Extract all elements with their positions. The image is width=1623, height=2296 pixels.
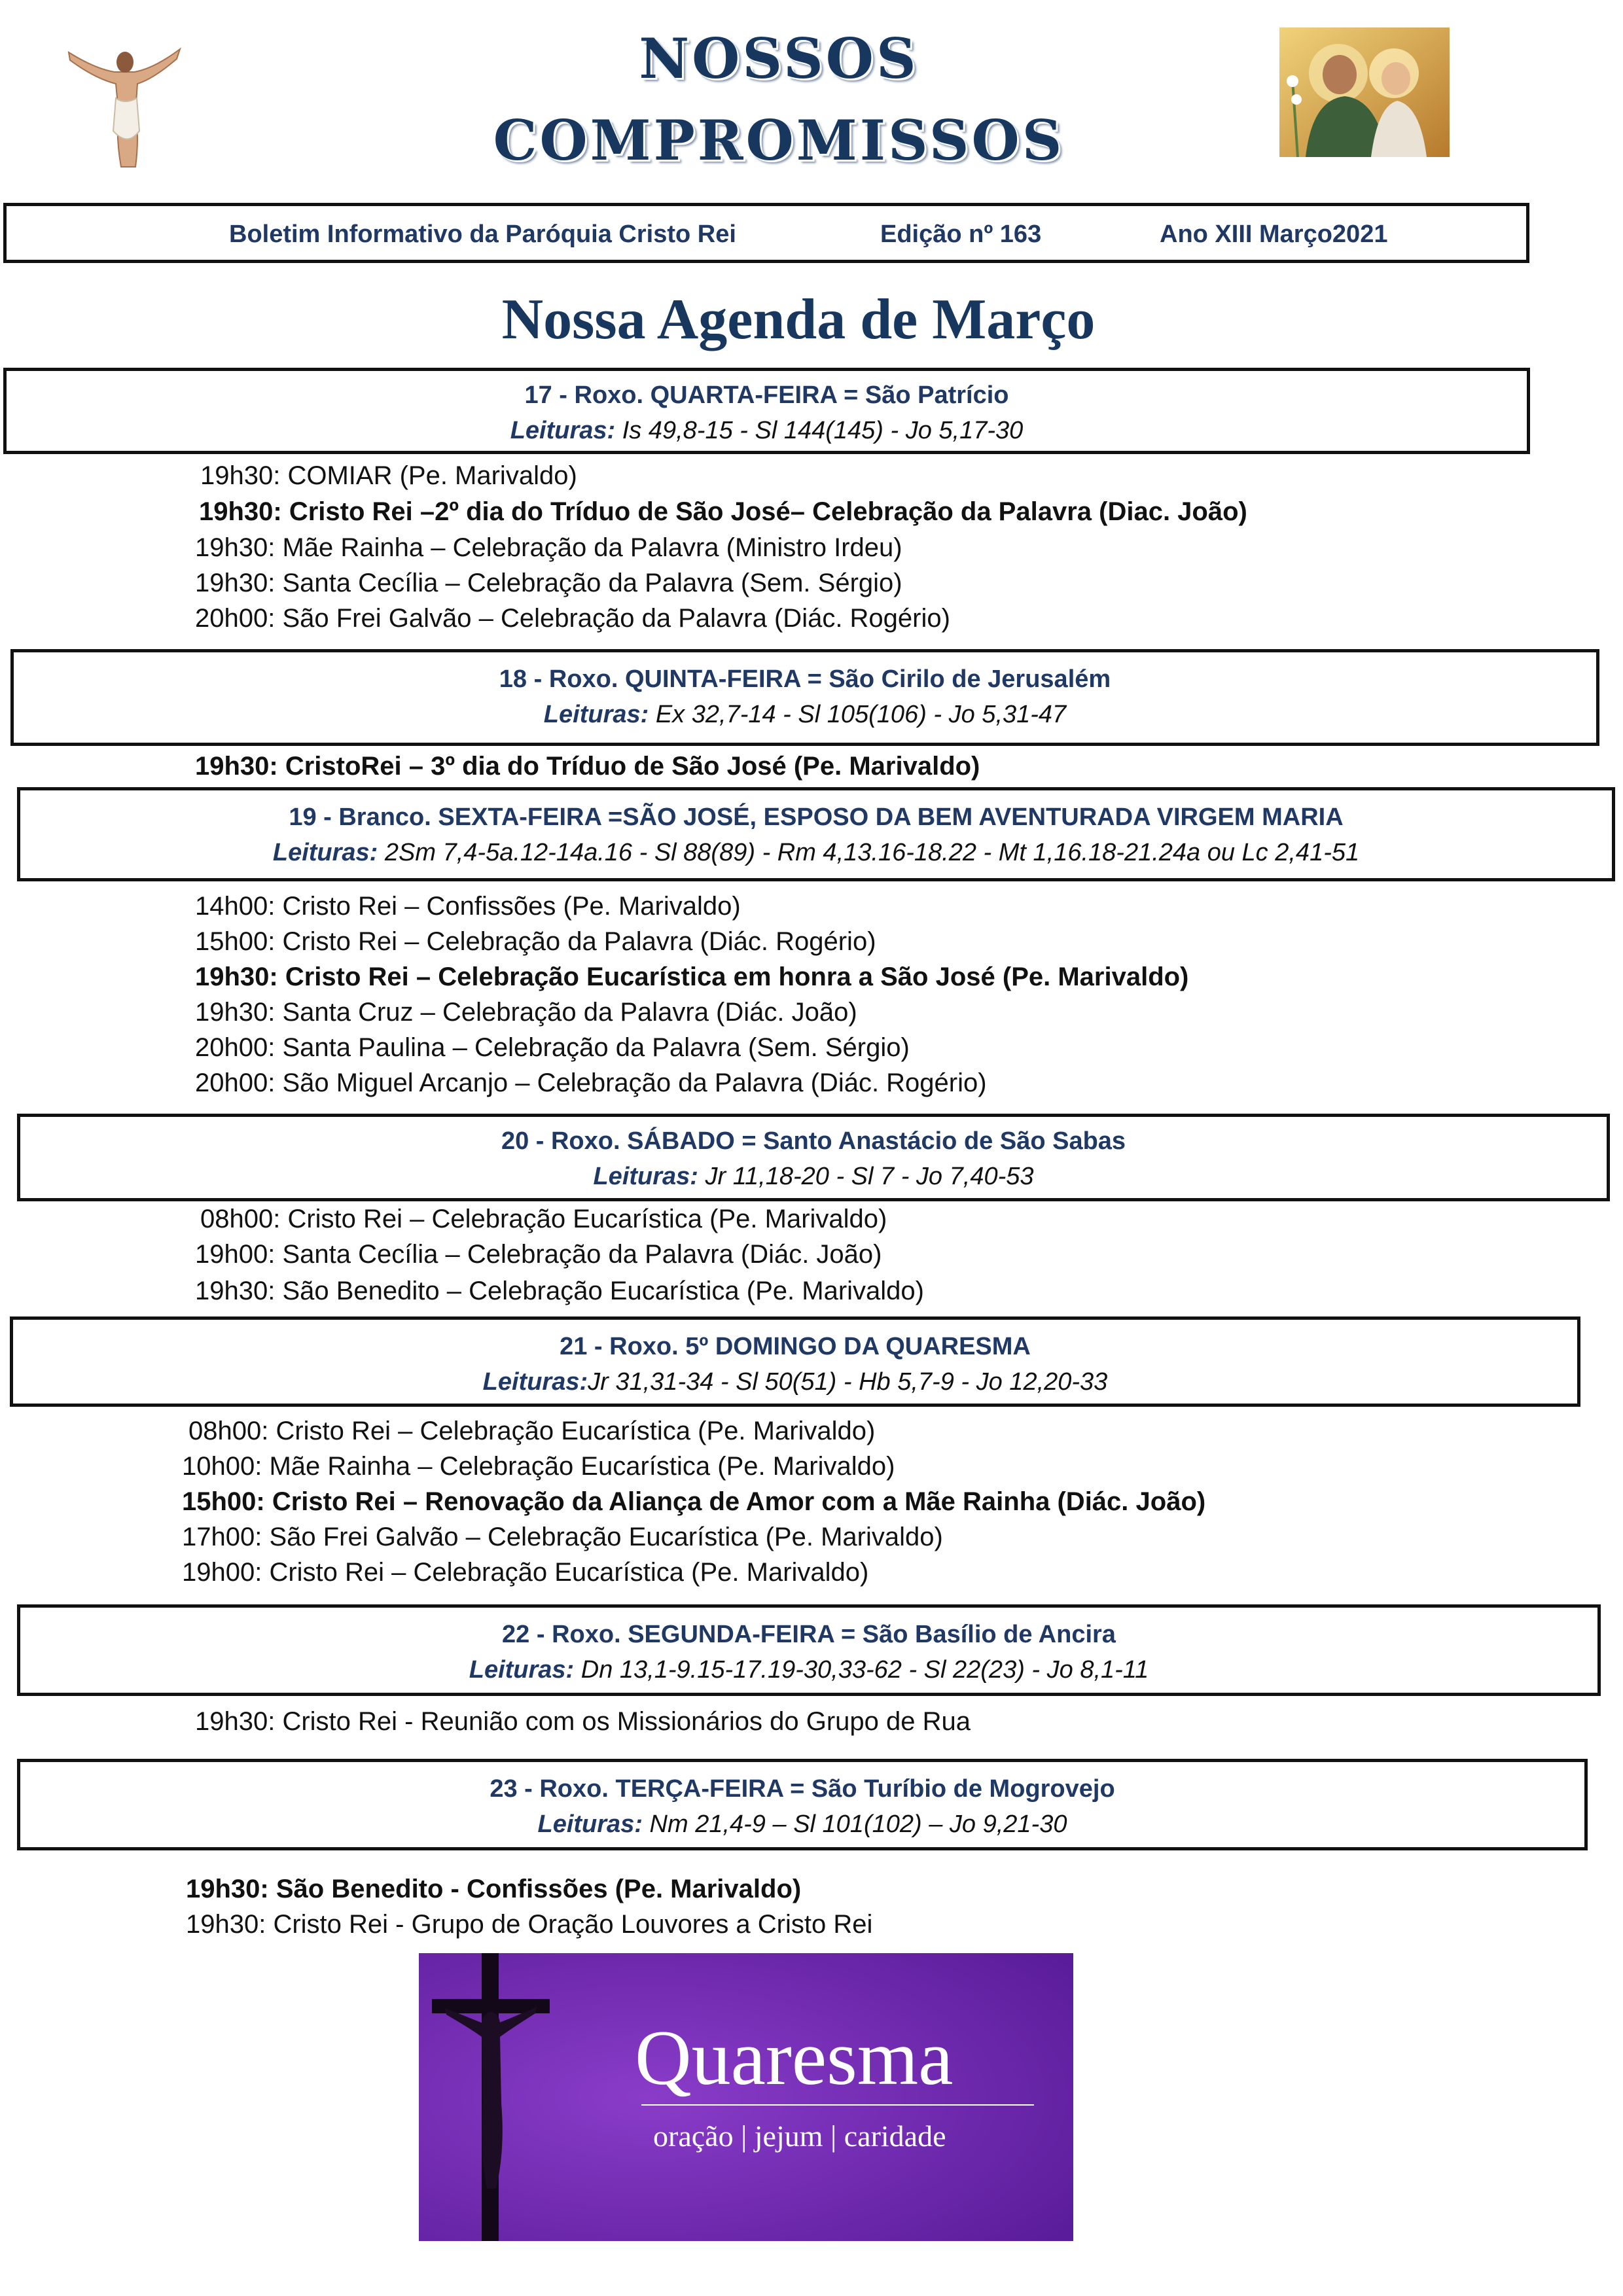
- edition-number: Edição nº 163: [880, 221, 1042, 248]
- event-item: 19h30: Cristo Rei – Celebração Eucarística em honra a São José (Pe. Marivaldo): [195, 963, 1189, 991]
- readings-text: Dn 13,1-9.15-17.19-30,33-62 - Sl 22(23) - Jo 8,1-11: [574, 1656, 1149, 1684]
- readings-text: Is 49,8-15 - Sl 144(145) - Jo 5,17-30: [615, 417, 1024, 444]
- readings-text: 2Sm 7,4-5a.12-14a.16 - Sl 88(89) - Rm 4,13.16-18.22 - Mt 1,16.18-21.24a ou Lc 2,41-51: [378, 839, 1360, 866]
- readings-text: Ex 32,7-14 - Sl 105(106) - Jo 5,31-47: [649, 701, 1067, 728]
- bulletin-info-bar: [3, 203, 1529, 263]
- event-item: 19h30: São Benedito – Celebração Eucarística (Pe. Marivaldo): [195, 1277, 924, 1305]
- masthead-title-line2: COMPROMISSOS: [493, 108, 1065, 173]
- event-item: 19h00: Cristo Rei – Celebração Eucarística (Pe. Marivaldo): [182, 1558, 869, 1587]
- quaresma-banner: [419, 1953, 1073, 2241]
- agenda-title: Nossa Agenda de Março: [501, 288, 1096, 351]
- event-item: 20h00: São Frei Galvão – Celebração da Palavra (Diác. Rogério): [195, 604, 950, 633]
- event-item: 19h30: CristoRei – 3º dia do Tríduo de São José (Pe. Marivaldo): [195, 752, 980, 781]
- readings-line: [14, 697, 1596, 732]
- event-item: 19h30: Cristo Rei - Grupo de Oração Louvores a Cristo Rei: [186, 1910, 873, 1939]
- readings-label: Leituras:: [593, 1163, 698, 1190]
- event-item: 19h30: São Benedito - Confissões (Pe. Marivaldo): [186, 1875, 802, 1903]
- readings-line: [20, 1652, 1597, 1687]
- day-header-18: [10, 649, 1599, 746]
- readings-text: Nm 21,4-9 – Sl 101(102) – Jo 9,21-30: [642, 1810, 1067, 1838]
- readings-label: Leituras:: [537, 1810, 643, 1838]
- event-item: 20h00: Santa Paulina – Celebração da Palavra (Sem. Sérgio): [195, 1033, 910, 1062]
- readings-label: Leituras:: [272, 839, 378, 866]
- bulletin-name: Boletim Informativo da Paróquia Cristo Rei: [229, 221, 736, 248]
- event-item: 15h00: Cristo Rei – Renovação da Aliança de Amor com a Mãe Rainha (Diác. João): [182, 1487, 1206, 1516]
- day-title: 19 - Branco. SEXTA-FEIRA =SÃO JOSÉ, ESPOSO DA BEM AVENTURADA VIRGEM MARIA: [289, 804, 1344, 831]
- event-item: 19h30: COMIAR (Pe. Marivaldo): [200, 461, 577, 490]
- event-item: 20h00: São Miguel Arcanjo – Celebração da Palavra (Diác. Rogério): [195, 1069, 987, 1097]
- day-title: 23 - Roxo. TERÇA-FEIRA = São Turíbio de Mogrovejo: [490, 1775, 1115, 1803]
- event-item: 19h30: Santa Cecília – Celebração da Palavra (Sem. Sérgio): [195, 569, 902, 597]
- day-header-20: [17, 1114, 1610, 1201]
- event-item: 08h00: Cristo Rei – Celebração Eucarística (Pe. Marivaldo): [200, 1205, 887, 1233]
- readings-line: [20, 835, 1612, 870]
- readings-text: Jr 11,18-20 - Sl 7 - Jo 7,40-53: [698, 1163, 1034, 1190]
- day-header-17: [3, 368, 1530, 454]
- readings-line: [20, 1807, 1584, 1842]
- event-item: 15h00: Cristo Rei – Celebração da Palavra (Diác. Rogério): [195, 927, 876, 956]
- masthead-title-line1: NOSSOS: [639, 26, 919, 91]
- readings-label: Leituras:: [510, 417, 616, 444]
- readings-label: Leituras:: [482, 1368, 588, 1396]
- day-header-21: [10, 1316, 1580, 1407]
- day-title: 20 - Roxo. SÁBADO = Santo Anastácio de São Sabas: [501, 1127, 1126, 1155]
- banner-tagline: oração | jejum | caridade: [653, 2119, 946, 2153]
- event-item: 14h00: Cristo Rei – Confissões (Pe. Marivaldo): [195, 892, 741, 921]
- readings-line: [20, 1159, 1607, 1194]
- readings-line: [7, 413, 1527, 448]
- readings-label: Leituras:: [469, 1656, 575, 1684]
- event-item: 17h00: São Frei Galvão – Celebração Eucarística (Pe. Marivaldo): [182, 1523, 943, 1551]
- event-item: 19h30: Cristo Rei –2º dia do Tríduo de São José– Celebração da Palavra (Diac. João): [199, 497, 1247, 526]
- readings-line: [13, 1364, 1577, 1400]
- readings-text: Jr 31,31-34 - Sl 50(51) - Hb 5,7-9 - Jo 12,20-33: [588, 1368, 1108, 1396]
- event-item: 19h30: Mãe Rainha – Celebração da Palavra (Ministro Irdeu): [195, 533, 902, 562]
- year-month: Ano XIII Março2021: [1160, 221, 1388, 248]
- day-title: 17 - Roxo. QUARTA-FEIRA = São Patrício: [524, 381, 1009, 409]
- event-item: 19h30: Santa Cruz – Celebração da Palavra (Diác. João): [195, 998, 857, 1027]
- event-item: 19h30: Cristo Rei - Reunião com os Missionários do Grupo de Rua: [195, 1707, 971, 1736]
- event-item: 19h00: Santa Cecília – Celebração da Palavra (Diác. João): [195, 1240, 882, 1269]
- readings-label: Leituras:: [543, 701, 649, 728]
- day-header-23: [17, 1759, 1588, 1850]
- day-header-22: [17, 1604, 1601, 1696]
- event-item: 08h00: Cristo Rei – Celebração Eucarística (Pe. Marivaldo): [188, 1417, 876, 1445]
- day-title: 22 - Roxo. SEGUNDA-FEIRA = São Basílio de Ancira: [502, 1621, 1116, 1648]
- day-title: 21 - Roxo. 5º DOMINGO DA QUARESMA: [560, 1333, 1031, 1360]
- day-header-19: [17, 787, 1615, 881]
- event-item: 10h00: Mãe Rainha – Celebração Eucarística (Pe. Marivaldo): [182, 1452, 895, 1481]
- banner-word: Quaresma: [635, 2014, 954, 2101]
- day-title: 18 - Roxo. QUINTA-FEIRA = São Cirilo de Jerusalém: [499, 665, 1111, 693]
